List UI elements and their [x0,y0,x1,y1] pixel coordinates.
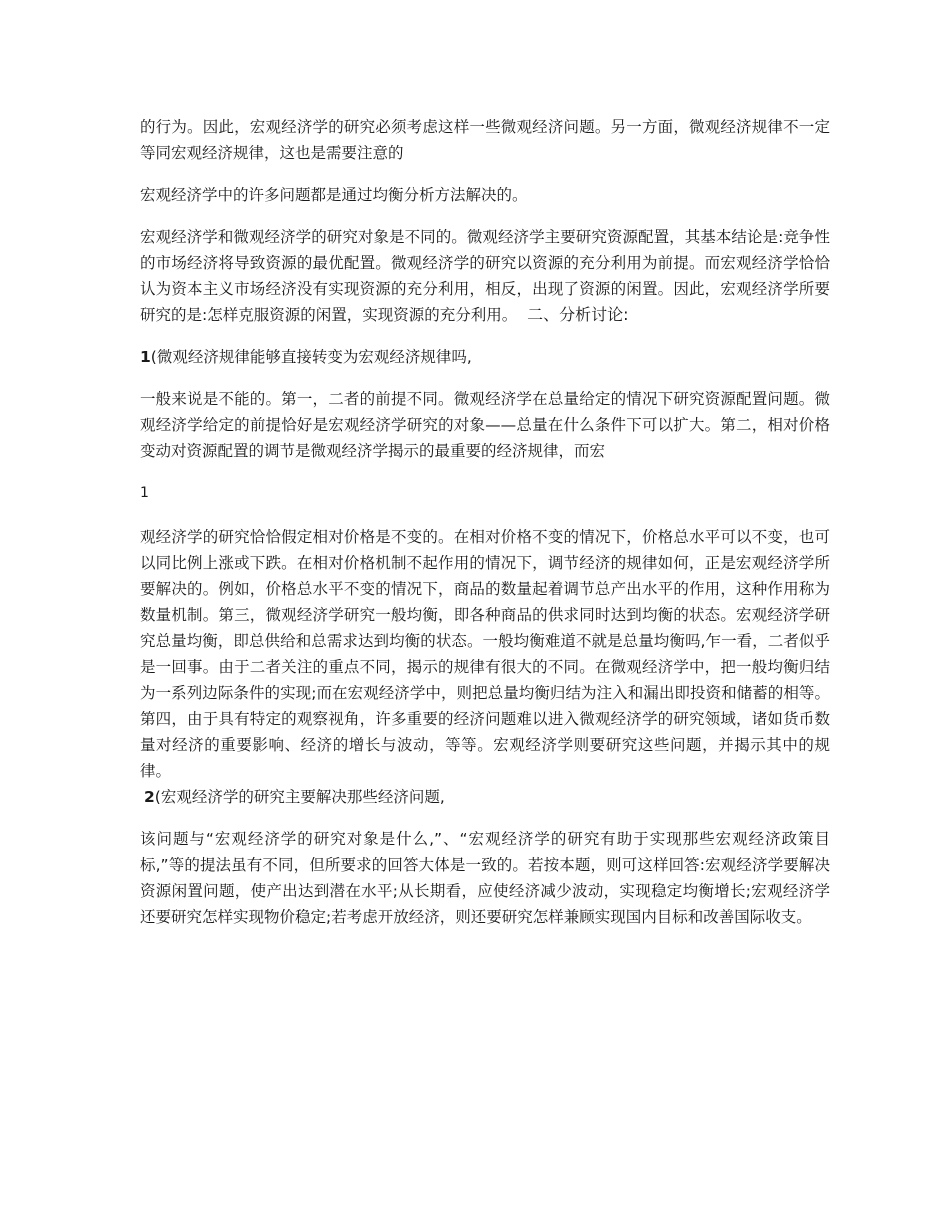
page-number: 1 [140,485,149,501]
question-2 [140,784,830,810]
question-1-number: 1 [140,348,151,366]
section-heading-analysis: 二、分析讨论: [527,305,629,324]
question-2-number: 2 [144,788,155,806]
question-2-text: (宏观经济学的研究主要解决那些经济问题, [154,788,445,806]
paragraph-3-text: 宏观经济学和微观经济学的研究对象是不同的。微观经济学主要研究资源配置，其基本结论是:竞争性的市场经济将导致资源的最优配置。微观经济学的研究以资源的充分利用为前提。而宏观经济学恰恰认为资本主义市场经济没有实现资源的充分利用，相反，出现了资源的闲置。因此，宏观经济学所要研究的是:怎样克服资源的闲置，实现资源的充分利用。 [140,228,830,324]
paragraph-5: 观经济学的研究恰恰假定相对价格是不变的。在相对价格不变的情况下，价格总水平可以不变，也可以同比例上涨或下跌。在相对价格机制不起作用的情况下，调节经济的规律如何，正是宏观经济学所要解决的。例如，价格总水平不变的情况下，商品的数量起着调节总产出水平的作用，这种作用称为数量机制。第三，微观经济学研究一般均衡，即各种商品的供求同时达到均衡的状态。宏观经济学研究总量均衡，即总供给和总需求达到均衡的状态。一般均衡难道不就是总量均衡吗,乍一看，二者似乎是一回事。由于二者关注的重点不同，揭示的规律有很大的不同。在微观经济学中，把一般均衡归结为一系列边际条件的实现;而在宏观经济学中，则把总量均衡归结为注入和漏出即投资和储蓄的相等。第四，由于具有特定的观察视角，许多重要的经济问题难以进入微观经济学的研究领域，诸如货币数量对经济的重要影响、经济的增长与波动，等等。宏观经济学则要研究这些问题，并揭示其中的规律。 [140,528,830,780]
question-1-text: (微观经济规律能够直接转变为宏观经济规律吗, [150,348,472,366]
paragraph-6: 该问题与“宏观经济学的研究对象是什么,”、“宏观经济学的研究有助于实现那些宏观经济政策目标,”等的提法虽有不同，但所要求的回答大体是一致的。若按本题，则可这样回答:宏观经济学要解决资源闲置问题，使产出达到潜在水平;从长期看，应使经济减少波动，实现稳定均衡增长;宏观经济学还要研究怎样实现物价稳定;若考虑开放经济，则还要研究怎样兼顾实现国内目标和改善国际收支。 [140,830,830,926]
paragraph-3 [140,224,830,328]
document-page [140,114,830,946]
question-1 [140,344,830,370]
paragraph-2: 宏观经济学中的许多问题都是通过均衡分析方法解决的。 [140,186,528,204]
paragraph-1: 的行为。因此，宏观经济学的研究必须考虑这样一些微观经济问题。另一方面，微观经济规律不一定等同宏观经济规律，这也是需要注意的 [140,118,830,162]
paragraph-4: 一般来说是不能的。第一，二者的前提不同。微观经济学在总量给定的情况下研究资源配置问题。微观经济学给定的前提恰好是宏观经济学研究的对象——总量在什么条件下可以扩大。第二，相对价格变动对资源配置的调节是微观经济学揭示的最重要的经济规律，而宏 [140,390,830,460]
